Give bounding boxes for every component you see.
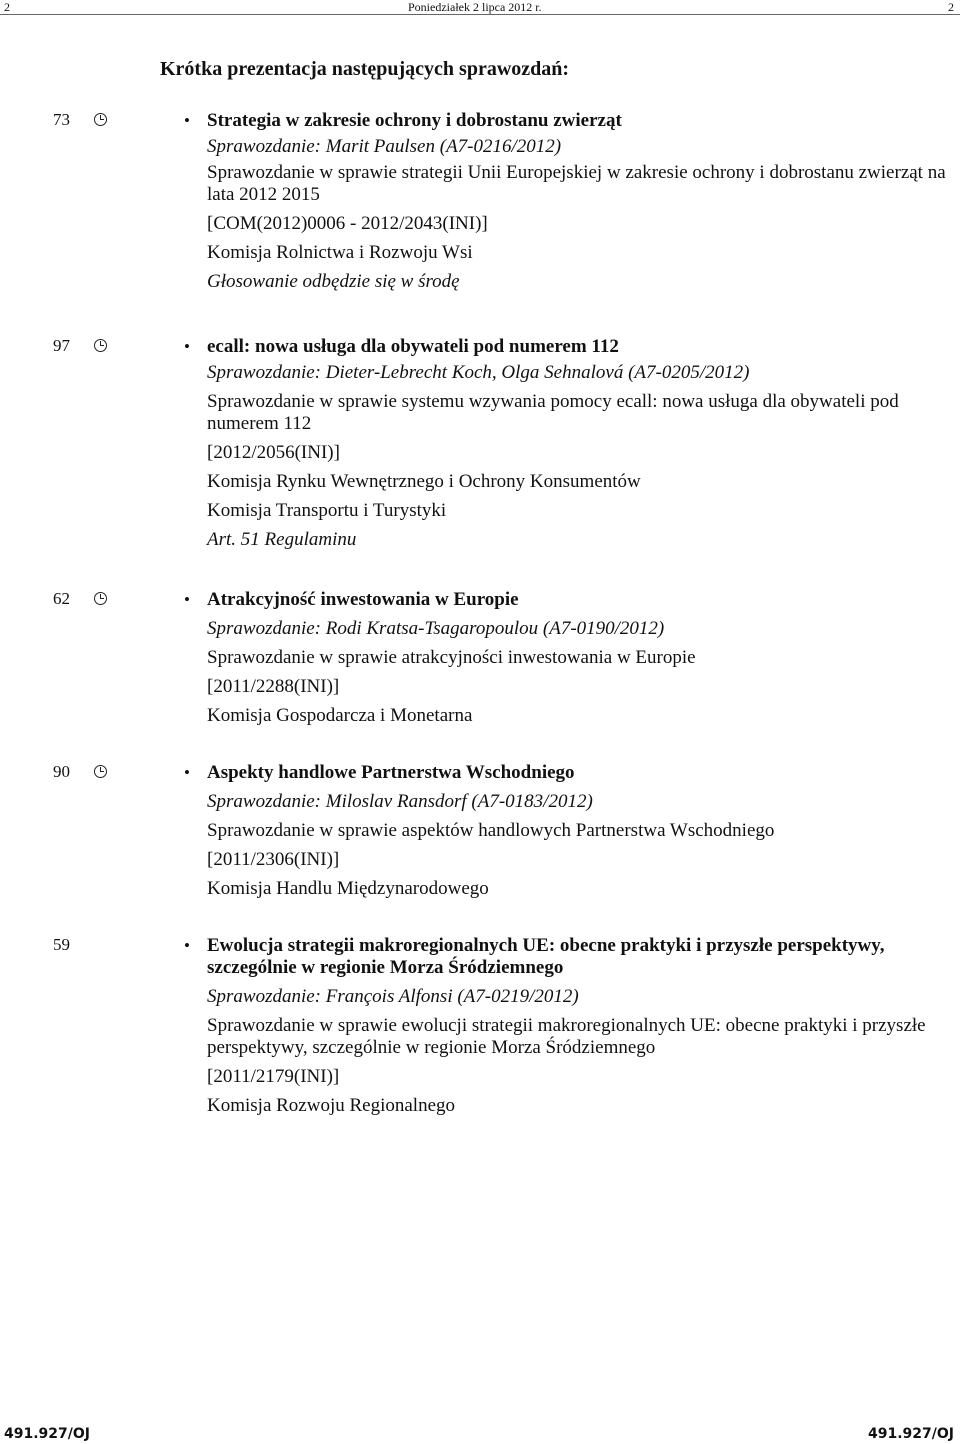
page-number-right: 2: [948, 0, 954, 14]
item-title: Strategia w zakresie ochrony i dobrostanu zwierząt: [207, 110, 622, 131]
item-rapporteur: Sprawozdanie: Rodi Kratsa-Tsagaropoulou (A7-0190/2012): [207, 618, 665, 639]
item-procedure: [2011/2288(INI)]: [207, 676, 340, 697]
item-number: 73: [53, 110, 70, 129]
item-rapporteur: Sprawozdanie: Marit Paulsen (A7-0216/2012): [207, 136, 562, 157]
item-description: Sprawozdanie w sprawie ewolucji strategii makroregionalnych UE: obecne praktyki i przyszłe perspektywy, szczególnie w regionie Morza Śródziemnego: [207, 1015, 926, 1058]
page-number-left: 2: [4, 0, 10, 14]
page-header: [0, 0, 960, 14]
item-committee: Komisja Gospodarcza i Monetarna: [207, 705, 473, 726]
item-rapporteur: Sprawozdanie: Miloslav Ransdorf (A7-0183/2012): [207, 791, 593, 812]
item-content: [207, 589, 952, 727]
item-procedure: [2012/2056(INI)]: [207, 442, 340, 463]
document-reference-left: 491.927/OJ: [4, 1426, 90, 1442]
item-number: 90: [53, 762, 70, 781]
item-description: Sprawozdanie w sprawie systemu wzywania pomocy ecall: nowa usługa dla obywateli pod numerem 112: [207, 391, 899, 434]
item-number: 97: [53, 336, 70, 355]
item-rapporteur: Sprawozdanie: Dieter-Lebrecht Koch, Olga Sehnalová (A7-0205/2012): [207, 362, 750, 383]
bullet: •: [184, 936, 190, 955]
item-description: Sprawozdanie w sprawie strategii Unii Europejskiej w zakresie ochrony i dobrostanu zwierząt na lata 2012 2015: [207, 162, 946, 205]
document-reference-right: 491.927/OJ: [868, 1426, 954, 1442]
item-note: Głosowanie odbędzie się w środę: [207, 271, 460, 292]
item-number: 62: [53, 589, 70, 608]
item-content: [207, 762, 952, 900]
header-divider: [0, 14, 960, 15]
item-note: Art. 51 Regulaminu: [207, 529, 357, 550]
item-committee: Komisja Rynku Wewnętrznego i Ochrony Konsumentów: [207, 471, 641, 492]
item-description: Sprawozdanie w sprawie aspektów handlowych Partnerstwa Wschodniego: [207, 820, 775, 841]
bullet: •: [184, 337, 190, 356]
bullet: •: [184, 590, 190, 609]
item-committee: Komisja Transportu i Turystyki: [207, 500, 447, 521]
item-procedure: [2011/2179(INI)]: [207, 1066, 340, 1087]
item-description: Sprawozdanie w sprawie atrakcyjności inwestowania w Europie: [207, 647, 696, 668]
item-committee: Komisja Handlu Międzynarodowego: [207, 878, 489, 899]
clock-icon: [94, 339, 107, 352]
clock-icon: [94, 592, 107, 605]
item-rapporteur: Sprawozdanie: François Alfonsi (A7-0219/2012): [207, 986, 579, 1007]
item-content: [207, 935, 952, 1117]
item-procedure: [COM(2012)0006 - 2012/2043(INI)]: [207, 213, 488, 234]
sitting-date: Poniedziałek 2 lipca 2012 r.: [408, 0, 542, 14]
page-footer: [0, 1424, 960, 1444]
item-committee: Komisja Rozwoju Regionalnego: [207, 1095, 456, 1116]
bullet: •: [184, 111, 190, 130]
item-content: [207, 110, 952, 293]
item-title: Ewolucja strategii makroregionalnych UE: obecne praktyki i przyszłe perspektywy, szczególnie w regionie Morza Śródziemnego: [207, 935, 885, 978]
item-content: [207, 336, 952, 551]
item-title: Aspekty handlowe Partnerstwa Wschodniego: [207, 762, 575, 783]
item-number: 59: [53, 935, 70, 954]
item-procedure: [2011/2306(INI)]: [207, 849, 340, 870]
bullet: •: [184, 763, 190, 782]
item-title: ecall: nowa usługa dla obywateli pod numerem 112: [207, 336, 619, 357]
section-title: Krótka prezentacja następujących sprawozdań:: [160, 58, 570, 80]
clock-icon: [94, 113, 107, 126]
item-title: Atrakcyjność inwestowania w Europie: [207, 589, 519, 610]
item-committee: Komisja Rolnictwa i Rozwoju Wsi: [207, 242, 473, 263]
clock-icon: [94, 765, 107, 778]
